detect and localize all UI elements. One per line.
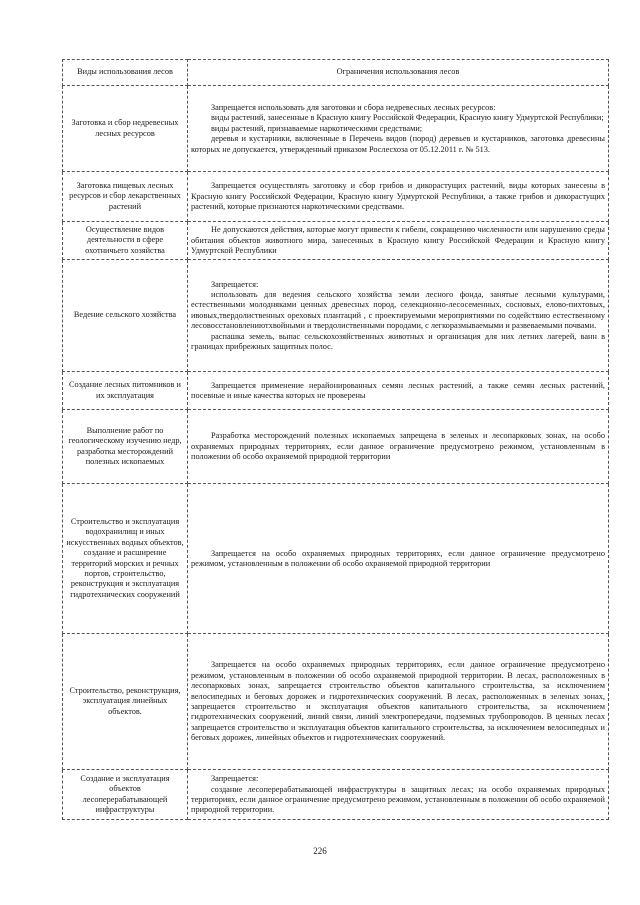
header-forest-use-types: Виды использования лесов <box>63 60 188 86</box>
use-type-cell: Выполнение работ по геологическому изучению недр, разработка месторождений полезных ископаемых <box>63 410 188 484</box>
restriction-paragraph: Разработка месторождений полезных ископаемых запрещена в зеленых и лесопарковых зонах, на особо охраняемых природных территориях, если данное ограничение предусмотрено режимом, установленным в положении об особо охраняемой природной территории <box>191 431 605 462</box>
use-type-cell: Строительство, реконструкция, эксплуатация линейных объектов. <box>63 634 188 770</box>
restriction-paragraph: Запрещается осуществлять заготовку и сбор грибов и дикорастущих растений, виды которых занесены в Красную книгу Российской Федерации, Красную книгу Удмуртской Республики, а также грибов и дикорастущих растений, которые признаются наркотическими средствами. <box>191 181 605 212</box>
restriction-cell <box>188 86 609 172</box>
table-row <box>63 222 609 260</box>
restriction-paragraph: создание лесоперерабатывающей инфраструктуры в защитных лесах; на особо охраняемых природных территориях, если данное ограничение предусмотрено режимом, установленным в положении об особо охраняемой природной территории. <box>191 784 605 815</box>
restriction-cell <box>188 410 609 484</box>
restriction-cell <box>188 372 609 410</box>
restriction-cell <box>188 172 609 222</box>
restriction-cell <box>188 484 609 634</box>
restriction-paragraph: Запрещается: <box>211 279 259 289</box>
header-forest-use-restrictions: Ограничения использования лесов <box>188 60 609 86</box>
use-type-cell: Заготовка пищевых лесных ресурсов и сбор лекарственных растений <box>63 172 188 222</box>
table-row <box>63 86 609 172</box>
restriction-paragraph: виды растений, занесенные в Красную книгу Российской Федерации, Красную книгу Удмуртской Республики; <box>211 113 604 123</box>
restriction-paragraph: распашка земель, выпас сельскохозяйственных животных и организация для них летних лагерей, ванн в границах прибрежных защитных полос. <box>191 331 605 352</box>
restriction-cell <box>188 222 609 260</box>
restriction-paragraph: Запрещается использовать для заготовки и сбора недревесных лесных ресурсов: <box>211 102 496 112</box>
table-row <box>63 484 609 634</box>
restriction-paragraph: использовать для ведения сельского хозяйства земли лесного фонда, занятые лесными культурами, естественными молодняками ценных древесных пород, селекционно-лесосеменных, сосновых, елово-пихтовых, ивовых,твердолиственных ореховых плантаций , с проектируемыми мероприятиями по содействию естественному лесовосстановлениютхвойными и твердолиственными породами, с легкоразмываемыми и развеваемыми почвами. <box>191 289 605 331</box>
restriction-paragraph: Запрещается на особо охраняемых природных территориях, если данное ограничение предусмотрено режимом, установленным в положении об особо охраняемой природной территории <box>191 548 605 568</box>
use-type-cell: Строительство и эксплуатация водохранилищ и иных искусственных водных объектов, создание и расширение территорий морских и речных портов, строительство, реконструкция и эксплуатация гидротехнических сооружений <box>63 484 188 634</box>
restriction-cell <box>188 260 609 372</box>
use-type-cell: Создание лесных питомников и их эксплуатация <box>63 372 188 410</box>
table-row <box>63 260 609 372</box>
use-type-cell: Заготовка и сбор недревесных лесных ресурсов <box>63 86 188 172</box>
restriction-paragraph: Запрещается: <box>211 774 259 784</box>
table-header-row <box>63 60 609 86</box>
table-row <box>63 410 609 484</box>
restriction-paragraph: деревья и кустарники, включенные в Перечень видов (пород) деревьев и кустарников, заготовка древесины которых не допускается, утвержденный приказом Рослесхоза от 05.12.2011 г. № 513. <box>191 134 605 154</box>
use-type-cell: Осуществление видов деятельности в сфере охотничьего хозяйства <box>63 222 188 260</box>
restriction-cell <box>188 634 609 770</box>
restriction-cell <box>188 770 609 820</box>
table-row <box>63 372 609 410</box>
use-type-cell: Создание и эксплуатация объектов лесоперерабатывающей инфраструктуры <box>63 770 188 820</box>
use-type-cell: Ведение сельского хозяйства <box>63 260 188 372</box>
table-row <box>63 634 609 770</box>
restriction-paragraph: Не допускаются действия, которые могут привести к гибели, сокращению численности или нарушению среды обитания объектов животного мира, занесенных в Красную книгу Российской Федерации и Красную книгу Удмуртской Республики <box>191 225 605 256</box>
restriction-paragraph: Запрещается на особо охраняемых природных территориях, если данное ограничение предусмотрено режимом, установленным в положении об особо охраняемой природной территории. В лесах, расположенных в лесопарковых зонах, запрещается строительство объектов капитального строительства, за исключением велосипедных и беговых дорожек и гидротехнических сооружений. В лесах, расположенных в зеленых зонах, запрещается строительство и эксплуатация объектов капитального строительства, за исключением гидротехнических сооружений, линий связи, линий электропередачи, подземных трубопроводов. В ценных лесах запрещается строительство и эксплуатация объектов капитального строительства, за исключением велосипедных и беговых дорожек, линейных объектов и гидротехнических сооружений. <box>191 660 605 743</box>
table-row <box>63 770 609 820</box>
page-number: 226 <box>313 846 327 856</box>
restrictions-table <box>62 59 609 820</box>
restriction-paragraph: виды растений, признаваемые наркотическими средствами; <box>211 123 423 133</box>
restriction-paragraph: Запрещается применение нерайонированных семян лесных растений, а также семян лесных растений, посевные и иные качества которых не проверены <box>191 380 605 400</box>
table-row <box>63 172 609 222</box>
